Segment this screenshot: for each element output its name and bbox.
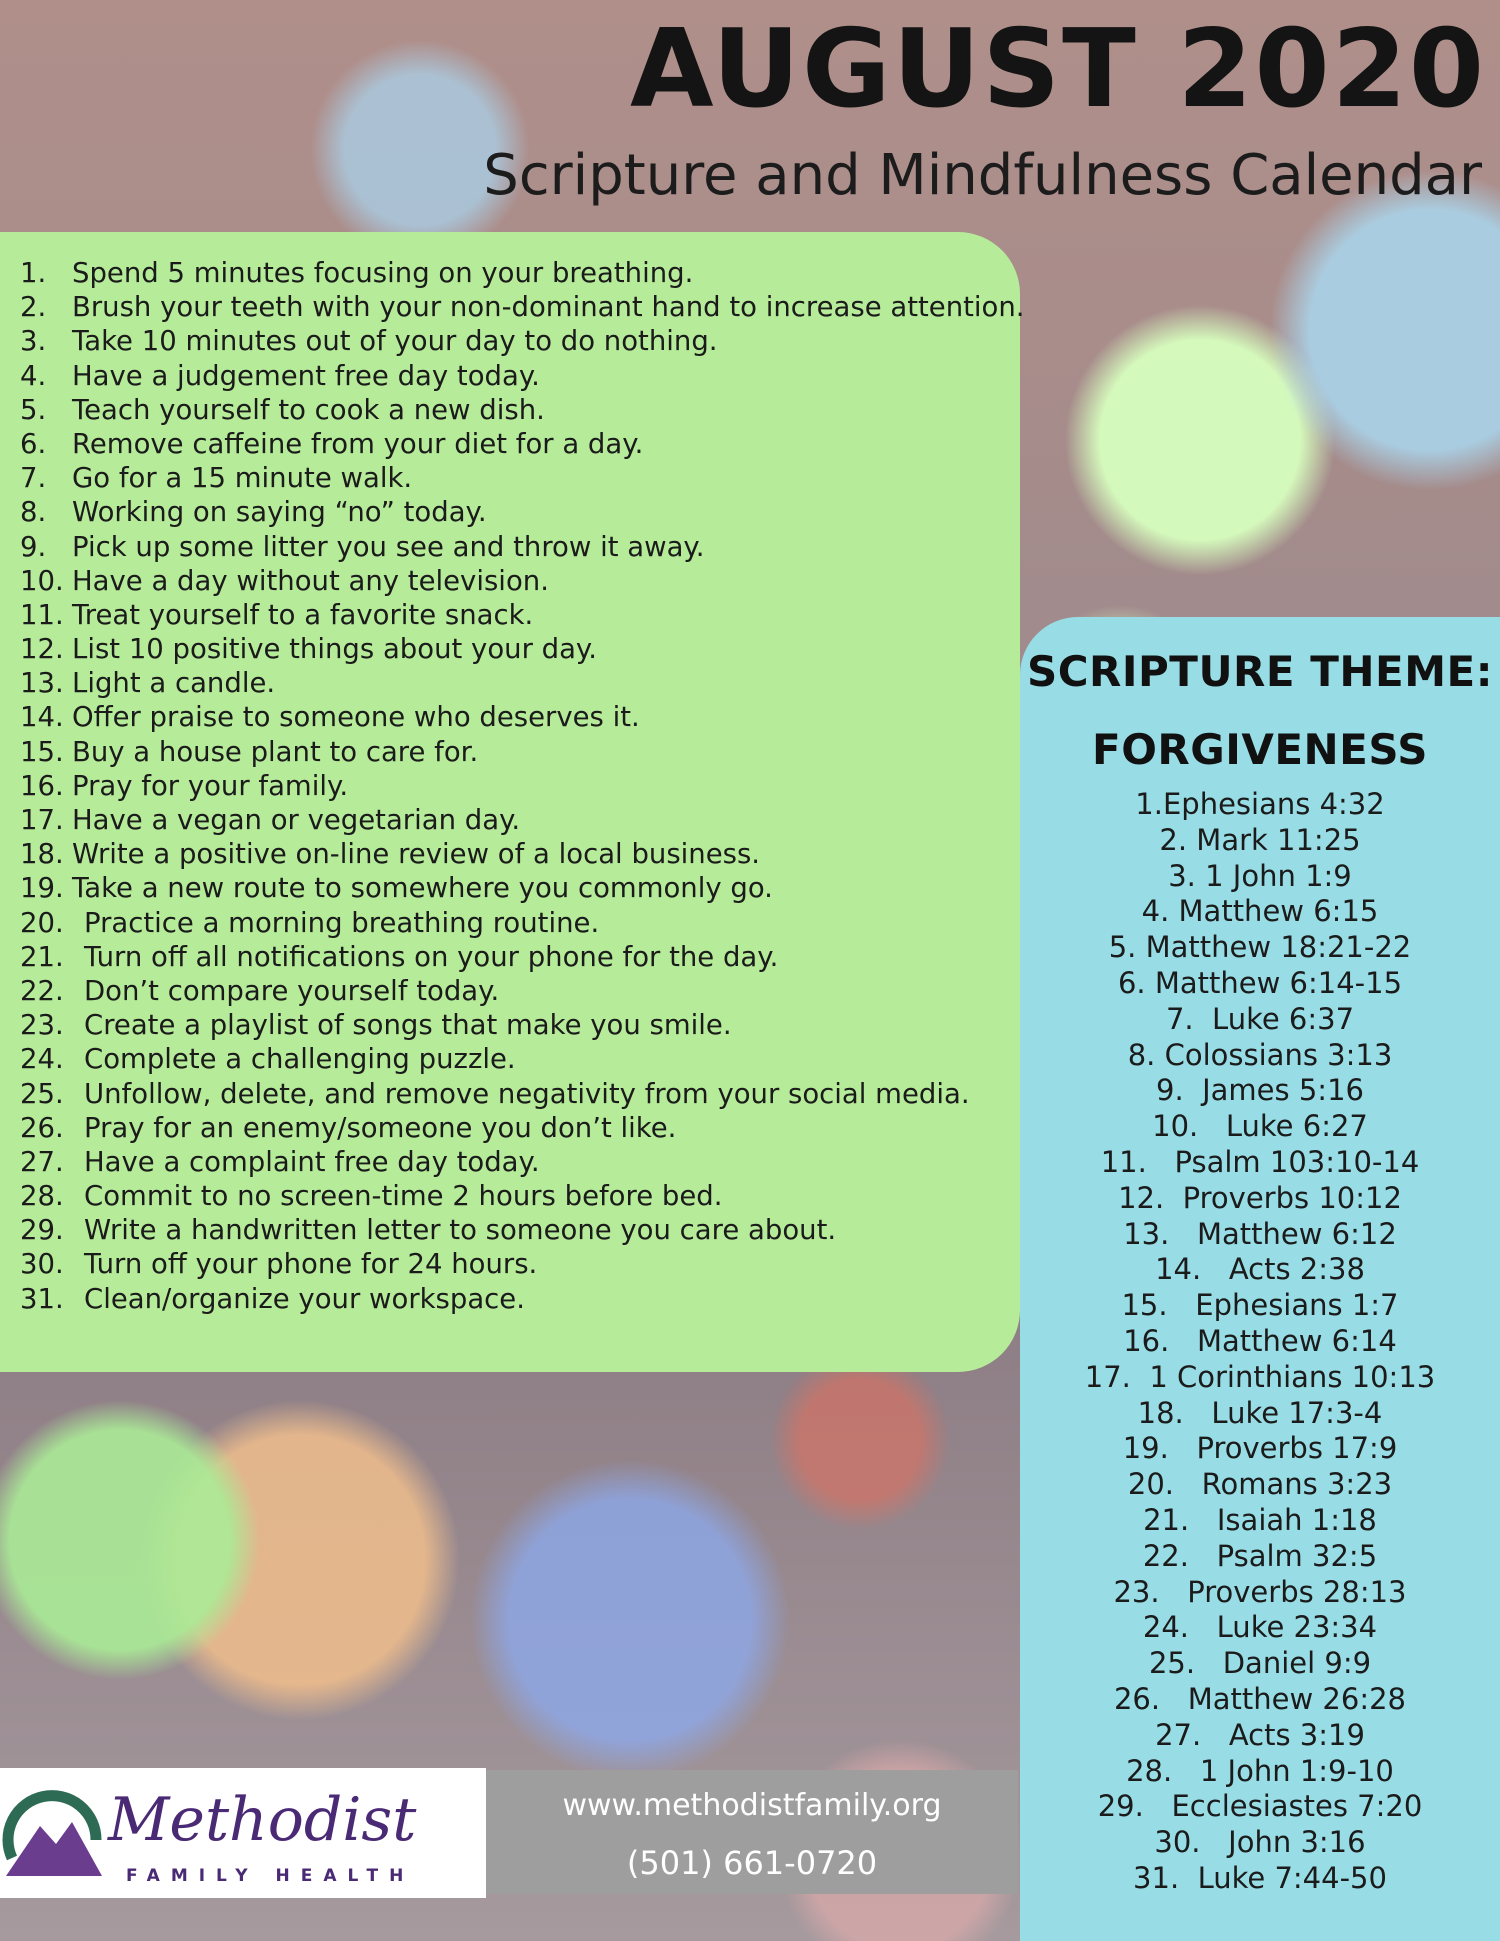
activity-text: Remove caffeine from your diet for a day. — [72, 427, 644, 460]
scripture-reference: 23. Proverbs 28:13 — [1113, 1574, 1407, 1609]
activity-number: 29. — [20, 1214, 64, 1247]
activity-item — [20, 940, 1025, 974]
activity-text: Treat yourself to a favorite snack. — [72, 598, 534, 631]
activity-item — [20, 871, 1025, 905]
scripture-theme-heading — [1020, 633, 1500, 789]
activity-text: Have a complaint free day today. — [84, 1145, 540, 1178]
website-link[interactable]: www.methodistfamily.org — [562, 1788, 942, 1823]
scripture-reference: 7. Luke 6:37 — [1165, 1001, 1355, 1036]
phone-number: (501) 661-0720 — [626, 1844, 878, 1882]
activity-text: Spend 5 minutes focusing on your breathing. — [72, 257, 694, 289]
activity-number: 31. — [20, 1282, 64, 1315]
activity-number: 4. — [20, 359, 47, 392]
activity-item — [20, 1077, 1025, 1111]
activity-text: Teach yourself to cook a new dish. — [72, 393, 545, 426]
scripture-theme-label: SCRIPTURE THEME: — [1026, 647, 1493, 696]
scripture-reference: 27. Acts 3:19 — [1155, 1717, 1365, 1752]
activity-item — [20, 1213, 1025, 1247]
activity-number: 28. — [20, 1180, 64, 1213]
scripture-reference: 1.Ephesians 4:32 — [1135, 787, 1385, 821]
scripture-reference: 5. Matthew 18:21-22 — [1108, 930, 1412, 965]
scripture-panel — [1020, 617, 1500, 1941]
activity-item — [20, 974, 1025, 1008]
mindfulness-activities-panel — [0, 232, 1025, 1372]
activity-number: 20. — [20, 906, 64, 939]
mountain-logo-icon — [2, 1780, 106, 1884]
activity-item — [20, 290, 1025, 324]
activity-number: 19. — [20, 872, 64, 905]
activity-item — [20, 1145, 1025, 1179]
scripture-reference: 4. Matthew 6:15 — [1141, 894, 1379, 929]
activity-number: 1. — [20, 257, 47, 289]
activity-number: 23. — [20, 1009, 64, 1042]
scripture-reference: 6. Matthew 6:14-15 — [1117, 965, 1403, 1000]
activity-item — [20, 700, 1025, 734]
activity-text: Don’t compare yourself today. — [84, 974, 500, 1007]
scripture-reference: 20. Romans 3:23 — [1127, 1467, 1393, 1502]
activity-number: 22. — [20, 974, 64, 1007]
activity-item — [20, 598, 1025, 632]
activity-number: 27. — [20, 1145, 64, 1178]
scripture-reference: 2. Mark 11:25 — [1159, 822, 1361, 857]
activity-item — [20, 666, 1025, 700]
scripture-reference: 25. Daniel 9:9 — [1148, 1646, 1372, 1681]
activity-number: 10. — [20, 564, 64, 597]
activity-text: Pray for an enemy/someone you don’t like. — [84, 1111, 677, 1144]
activity-item — [20, 1282, 1025, 1316]
activity-number: 12. — [20, 633, 64, 666]
scripture-reference: 22. Psalm 32:5 — [1142, 1538, 1378, 1573]
scripture-reference: 24. Luke 23:34 — [1142, 1610, 1378, 1645]
scripture-reference: 8. Colossians 3:13 — [1127, 1037, 1393, 1072]
scripture-reference: 10. Luke 6:27 — [1152, 1109, 1368, 1144]
scripture-reference: 3. 1 John 1:9 — [1168, 858, 1352, 893]
activity-item — [20, 735, 1025, 769]
activity-item — [20, 837, 1025, 871]
activity-number: 18. — [20, 838, 64, 871]
activity-text: Take a new route to somewhere you commonly go. — [72, 872, 773, 905]
scripture-reference: 18. Luke 17:3-4 — [1137, 1395, 1383, 1430]
activity-number: 17. — [20, 804, 64, 836]
page-title: AUGUST 2020 — [630, 7, 1486, 132]
activity-number: 25. — [20, 1077, 64, 1110]
activity-number: 21. — [20, 940, 64, 973]
activity-list — [20, 256, 1025, 1316]
scripture-reference: 11. Psalm 103:10-14 — [1100, 1144, 1420, 1179]
scripture-reference: 9. James 5:16 — [1156, 1073, 1364, 1108]
scripture-reference: 31. Luke 7:44-50 — [1133, 1860, 1387, 1895]
logo-tagline: FAMILY HEALTH — [126, 1866, 415, 1886]
scripture-reference: 15. Ephesians 1:7 — [1121, 1288, 1399, 1323]
activity-text: Have a judgement free day today. — [72, 359, 540, 392]
activity-item — [20, 1008, 1025, 1042]
activity-text: Pick up some litter you see and throw it away. — [72, 530, 705, 563]
activity-number: 5. — [20, 393, 47, 426]
activity-number: 2. — [20, 291, 47, 324]
scripture-reference: 30. John 3:16 — [1154, 1825, 1366, 1860]
activity-number: 24. — [20, 1043, 64, 1076]
scripture-reference: 14. Acts 2:38 — [1155, 1252, 1365, 1287]
activity-item — [20, 1042, 1025, 1076]
activity-text: Write a positive on-line review of a local business. — [72, 838, 761, 871]
scripture-reference: 26. Matthew 26:28 — [1113, 1681, 1407, 1716]
activity-number: 13. — [20, 667, 64, 700]
activity-text: Take 10 minutes out of your day to do nothing. — [72, 325, 718, 358]
activity-text: Unfollow, delete, and remove negativity from your social media. — [84, 1077, 970, 1110]
activity-text: Pray for your family. — [72, 769, 349, 802]
scripture-theme-name: FORGIVENESS — [1092, 725, 1428, 774]
activity-item — [20, 1247, 1025, 1281]
activity-item — [20, 359, 1025, 393]
activity-item — [20, 1179, 1025, 1213]
activity-number: 26. — [20, 1111, 64, 1144]
scripture-reference: 13. Matthew 6:12 — [1123, 1216, 1397, 1251]
activity-item — [20, 393, 1025, 427]
activity-item — [20, 256, 1025, 290]
activity-text: Offer praise to someone who deserves it. — [72, 701, 640, 734]
activity-text: Practice a morning breathing routine. — [84, 906, 600, 939]
activity-item — [20, 564, 1025, 598]
activity-item — [20, 461, 1025, 495]
activity-text: Clean/organize your workspace. — [84, 1282, 525, 1315]
activity-text: Complete a challenging puzzle. — [84, 1043, 516, 1076]
activity-number: 15. — [20, 735, 64, 768]
activity-item — [20, 906, 1025, 940]
activity-number: 11. — [20, 598, 64, 631]
activity-item — [20, 803, 1025, 837]
activity-item — [20, 324, 1025, 358]
activity-item — [20, 495, 1025, 529]
activity-text: Turn off your phone for 24 hours. — [84, 1248, 538, 1281]
scripture-reference: 17. 1 Corinthians 10:13 — [1084, 1359, 1436, 1394]
activity-number: 9. — [20, 530, 47, 563]
activity-text: Create a playlist of songs that make you smile. — [84, 1009, 732, 1042]
scripture-reference: 29. Ecclesiastes 7:20 — [1097, 1789, 1423, 1824]
activity-text: Have a vegan or vegetarian day. — [72, 804, 521, 836]
activity-item — [20, 427, 1025, 461]
scripture-reference: 19. Proverbs 17:9 — [1122, 1431, 1398, 1466]
activity-text: Brush your teeth with your non-dominant hand to increase attention. — [72, 291, 1025, 324]
activity-item — [20, 530, 1025, 564]
activity-text: Working on saying “no” today. — [72, 496, 487, 529]
methodist-logo — [0, 1768, 486, 1898]
activity-number: 30. — [20, 1248, 64, 1281]
scripture-reference: 16. Matthew 6:14 — [1123, 1323, 1397, 1358]
activity-number: 16. — [20, 769, 64, 802]
activity-text: Go for a 15 minute walk. — [72, 462, 413, 495]
activity-text: Commit to no screen-time 2 hours before bed. — [84, 1180, 723, 1213]
activity-text: Have a day without any television. — [72, 564, 549, 597]
page-subtitle: Scripture and Mindfulness Calendar — [483, 143, 1482, 208]
activity-text: Write a handwritten letter to someone you care about. — [84, 1214, 837, 1247]
scripture-reference: 12. Proverbs 10:12 — [1118, 1180, 1402, 1215]
activity-item — [20, 1111, 1025, 1145]
activity-number: 3. — [20, 325, 47, 358]
scripture-reference: 21. Isaiah 1:18 — [1143, 1502, 1377, 1537]
activity-number: 6. — [20, 427, 47, 460]
activity-item — [20, 632, 1025, 666]
activity-text: Buy a house plant to care for. — [72, 735, 479, 768]
activity-text: List 10 positive things about your day. — [72, 633, 598, 666]
activity-number: 8. — [20, 496, 47, 529]
scripture-list — [1020, 787, 1500, 1897]
activity-number: 14. — [20, 701, 64, 734]
activity-item — [20, 769, 1025, 803]
activity-text: Light a candle. — [72, 667, 276, 700]
activity-number: 7. — [20, 462, 47, 495]
activity-text: Turn off all notifications on your phone for the day. — [84, 940, 779, 973]
contact-box — [486, 1770, 1018, 1894]
scripture-reference: 28. 1 John 1:9-10 — [1126, 1753, 1394, 1788]
logo-name: Methodist — [108, 1785, 417, 1855]
